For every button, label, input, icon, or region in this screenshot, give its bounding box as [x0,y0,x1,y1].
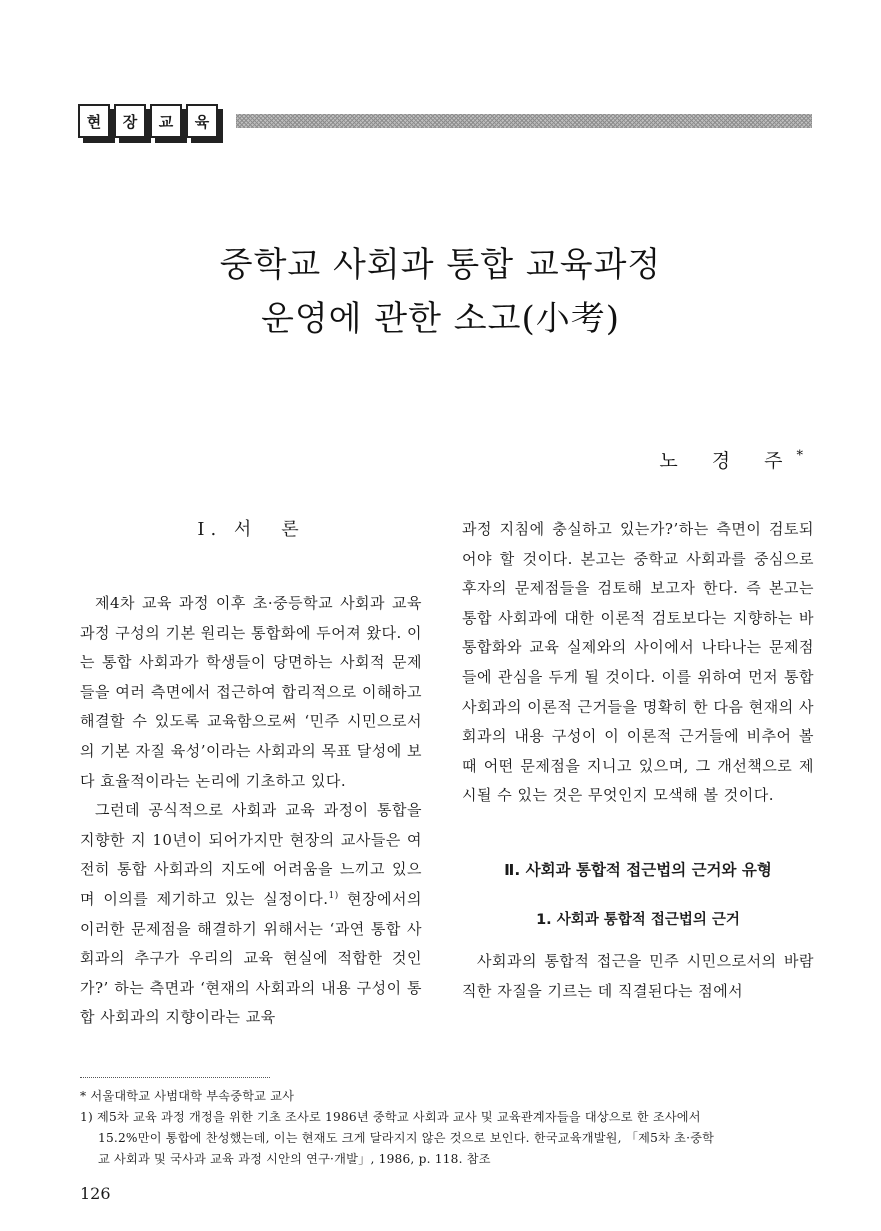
author-name: 노 경 주 [659,450,797,472]
footnote-label: 1) [80,1110,93,1124]
paragraph-text: 그런데 공식적으로 사회과 교육 과정이 통합을 지향한 지 10년이 되어가지만 현장의 교사들은 여전히 통합 사회과의 지도에 어려움을 느끼고 있으며 이의를 제기하고 있는 실정이다. [80,801,422,908]
page-number: 126 [80,1184,111,1203]
left-column [80,515,422,1033]
footnote-1-cont: 교 사회과 및 국사과 교육 과정 시안의 연구·개발」, 1986, p. 118. 참조 [98,1152,491,1166]
section-2-heading: Ⅱ. 사회과 통합적 접근법의 근거와 유형 [504,860,772,879]
badge-char: 교 [150,104,182,138]
header-pattern-bar [236,114,812,128]
paragraph-intro-1: 제4차 교육 과정 이후 초·중등학교 사회과 교육 과정 구성의 기본 원리는 통합화에 두어져 왔다. 이는 통합 사회과가 학생들이 당면하는 사회적 문제들을 여러 측면에서 접근하여 합리적으로 이해하고 해결할 수 있도록 교육함으로써 ‘민주 시민으로서의 기본 자질 육성’이라는 사회과의 목표 달성에 보다 효율적이라는 논리에 기초하고 있다. [80,594,422,790]
title-line-1: 중학교 사회과 통합 교육과정 [219,245,662,285]
footnote-divider [80,1077,270,1078]
badge-char: 장 [114,104,146,138]
author [659,446,803,473]
paragraph-intro-2 [80,796,422,1033]
title-line-2: 운영에 관한 소고(小考) [260,299,621,339]
author-affiliation: * 서울대학교 사범대학 부속중학교 교사 [80,1089,295,1103]
subsection-1-heading: 1. 사회과 통합적 접근법의 근거 [536,911,740,928]
article-title [0,238,881,346]
footnote-ref-1[interactable]: 1) [328,890,339,901]
paragraph-section2-1: 사회과의 통합적 접근을 민주 시민으로서의 바람직한 자질을 기르는 데 직결된다는 점에서 [462,951,814,1000]
footnote-text: 제5차 교육 과정 개정을 위한 기초 조사로 1986년 중학교 사회과 교사 및 교육관계자들을 대상으로 한 조사에서 [97,1110,701,1124]
section-1-heading: Ⅰ. 서 론 [197,519,305,540]
footnotes [80,1086,816,1170]
badge-char: 육 [186,104,218,138]
footnote-1 [80,1107,816,1128]
badge-char: 현 [78,104,110,138]
paragraph-intro-3: 과정 지침에 충실하고 있는가?’하는 측면이 검토되어야 할 것이다. 본고는 중학교 사회과를 중심으로 후자의 문제점들을 검토해 보고자 한다. 즉 본고는 통합 사회과에 대한 이론적 검토보다는 지향하는 바 통합화와 교육 실제와의 사이에서 나타나는 문제점들에 관심을 두게 될 것이다. 이를 위하여 먼저 통합 사회과의 이론적 근거들을 명확히 한 다음 현재의 사회과의 내용 구성이 이 이론적 근거들에 비추어 볼 때 어떤 문제점을 지니고 있으며, 그 개선책으로 제시될 수 있는 것은 무엇인지 모색해 볼 것이다. [462,520,814,805]
paragraph-text: 현장에서의 이러한 문제점을 해결하기 위해서는 ‘과연 통합 사회과의 추구가 우리의 교육 현실에 적합한 것인가?’ 하는 측면과 ‘현재의 사회과의 내용 구성이 통합 사회과의 지향이라는 교육 [80,889,423,1027]
section-header [78,100,814,148]
section-badge [78,104,218,138]
author-mark: * [796,448,803,464]
footnote-1-cont: 15.2%만이 통합에 찬성했는데, 이는 현재도 크게 달라지지 않은 것으로 보인다. 한국교육개발원, 「제5차 초·중학 [98,1131,715,1145]
right-column [462,515,814,1006]
